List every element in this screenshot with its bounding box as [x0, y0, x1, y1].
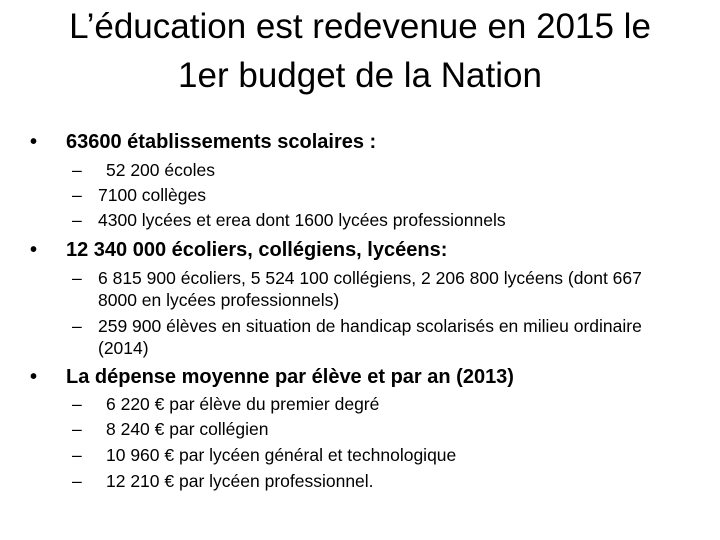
list-item-text: 8 240 € par collégien [106, 419, 269, 439]
list-item-text: 52 200 écoles [106, 160, 215, 180]
slide-title-line-2: 1er budget de la Nation [178, 56, 542, 95]
list-item-text: 7100 collèges [98, 185, 206, 205]
section-heading-text: 63600 établissements scolaires : [66, 131, 377, 153]
list-item-text: 259 900 élèves en situation de handicap scolarisés en milieu ordinaire (2014) [98, 316, 642, 358]
list-item-text: 4300 lycées et erea dont 1600 lycées professionnels [98, 210, 506, 230]
dash-icon: – [72, 445, 82, 465]
section-heading-text: 12 340 000 écoliers, collégiens, lycéens: [66, 239, 448, 261]
section-heading-spending [30, 364, 514, 390]
bullet-icon: • [30, 239, 38, 261]
bullet-icon: • [30, 131, 38, 153]
dash-icon: – [72, 419, 82, 439]
section-heading-text: La dépense moyenne par élève et par an (2013) [66, 366, 514, 388]
slide-title-line-1: L’éducation est redevenue en 2015 le [69, 7, 651, 46]
dash-icon: – [72, 210, 82, 230]
list-item-text: 6 815 900 écoliers, 5 524 100 collégiens, 2 206 800 lycéens (dont 667 8000 en lycées professionnels) [98, 268, 642, 310]
dash-icon: – [72, 268, 82, 288]
list-item-text: 12 210 € par lycéen professionnel. [106, 471, 374, 491]
dash-icon: – [72, 160, 82, 180]
bullet-icon: • [30, 366, 38, 388]
section-heading-students [30, 237, 447, 263]
dash-icon: – [72, 316, 82, 336]
section-heading-establishments [30, 129, 376, 155]
dash-icon: – [72, 185, 82, 205]
dash-icon: – [72, 471, 82, 491]
dash-icon: – [72, 394, 82, 414]
list-item-text: 10 960 € par lycéen général et technologique [106, 445, 457, 465]
list-item-text: 6 220 € par élève du premier degré [106, 394, 380, 414]
